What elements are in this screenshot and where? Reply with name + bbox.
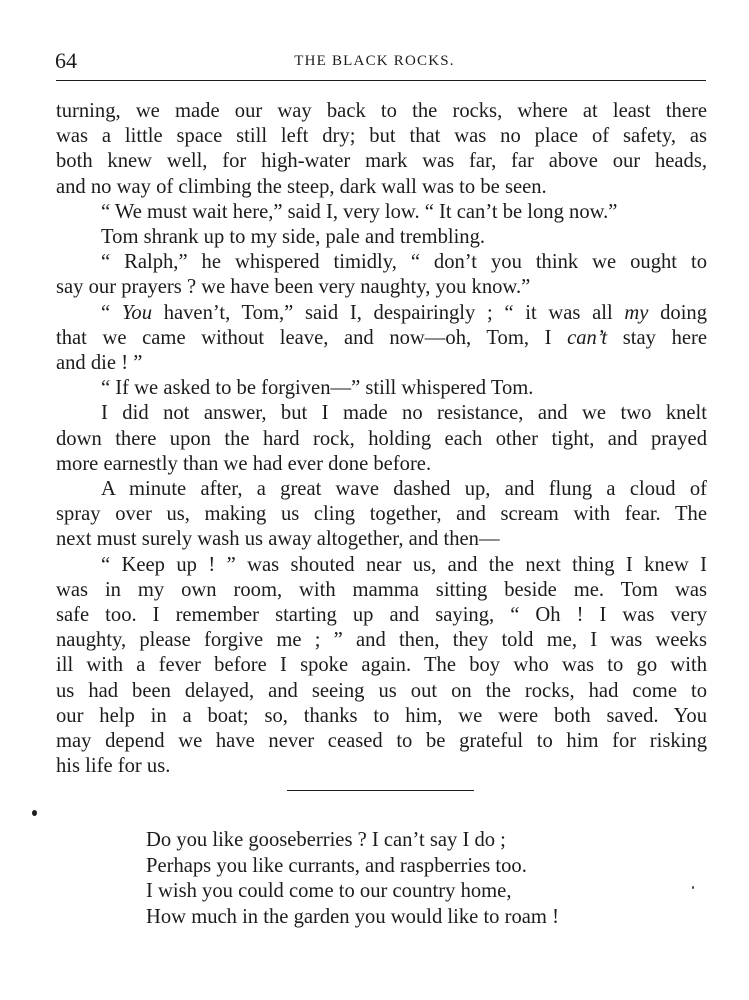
paragraph	[56, 225, 707, 250]
text-line: his life for us.	[56, 755, 171, 778]
section-divider	[287, 790, 474, 791]
text-line: was a little space still left dry; but that was no place of safety, as	[56, 125, 707, 148]
paragraph	[56, 553, 707, 780]
text-line: “ You haven’t, Tom,” said I, despairingly ; “ it was all my doing	[101, 301, 708, 324]
text-line: more earnestly than we had ever done before.	[56, 452, 432, 475]
text-line: A minute after, a great wave dashed up, and flung a cloud of	[101, 478, 707, 501]
verse-line: I wish you could come to our country home,	[146, 880, 512, 903]
verse-line: Do you like gooseberries ? I can’t say I do ;	[146, 829, 506, 851]
text-line: turning, we made our way back to the rocks, where at least there	[56, 100, 707, 122]
text-line: and no way of climbing the steep, dark wall was to be seen.	[56, 175, 547, 198]
text-line: naughty, please forgive me ; ” and then, they told me, I was weeks	[56, 629, 707, 652]
text-line: down there upon the hard rock, holding each other tight, and prayed	[56, 427, 707, 450]
text-line: and die ! ”	[56, 352, 143, 375]
text-line: “ Ralph,” he whispered timidly, “ don’t you think we ought to	[101, 251, 707, 274]
paragraph	[56, 200, 707, 225]
paragraph	[56, 99, 707, 200]
text-line: next must surely wash us away altogether, and then—	[56, 528, 500, 551]
text-line: Tom shrank up to my side, pale and trembling.	[101, 226, 486, 249]
text-line: “ We must wait here,” said I, very low. “ It can’t be long now.”	[101, 200, 618, 223]
running-head: THE BLACK ROCKS.	[294, 53, 455, 69]
body-text	[56, 99, 707, 779]
stray-speck	[692, 886, 694, 889]
header-rule	[56, 80, 706, 81]
verse	[146, 828, 559, 930]
paragraph	[56, 250, 707, 300]
text-line: that we came without leave, and now—oh, Tom, I can’t stay here	[56, 326, 708, 349]
text-line: “ If we asked to be forgiven—” still whispered Tom.	[101, 377, 534, 400]
page-number: 64	[55, 48, 77, 73]
text-line: “ Keep up ! ” was shouted near us, and the next thing I knew I	[101, 553, 707, 576]
paragraph	[56, 301, 707, 377]
paragraph	[56, 477, 707, 553]
text-line: ill with a fever before I spoke again. The boy who was to go with	[56, 654, 707, 677]
text-line: may depend we have never ceased to be grateful to him for risking	[56, 730, 707, 753]
text-line: us had been delayed, and seeing us out on the rocks, had come to	[56, 679, 707, 702]
text-line: was in my own room, with mamma sitting beside me. Tom was	[56, 578, 707, 601]
verse-line: How much in the garden you would like to roam !	[146, 905, 559, 928]
paragraph	[56, 401, 707, 477]
text-line: our help in a boat; so, thanks to him, we were both saved. You	[56, 704, 707, 727]
stray-mark	[32, 810, 37, 816]
text-line: I did not answer, but I made no resistance, and we two knelt	[101, 402, 707, 425]
text-line: say our prayers ? we have been very naughty, you know.”	[56, 276, 531, 299]
paragraph	[56, 376, 707, 401]
text-line: safe too. I remember starting up and saying, “ Oh ! I was very	[56, 604, 707, 627]
text-line: spray over us, making us cling together, and scream with fear. The	[56, 503, 707, 526]
verse-line: Perhaps you like currants, and raspberries too.	[146, 854, 527, 877]
text-line: both knew well, for high-water mark was far, far above our heads,	[56, 150, 707, 173]
